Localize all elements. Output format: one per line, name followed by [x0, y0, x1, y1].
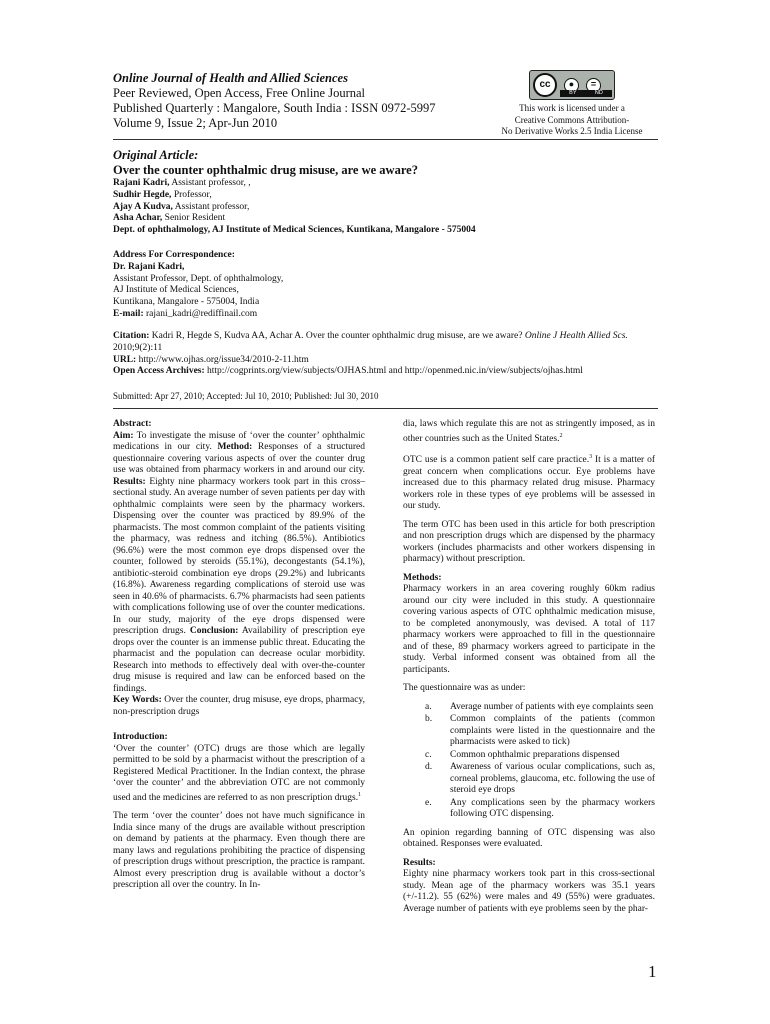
- cc-by-label: BY: [569, 89, 577, 96]
- list-item: c. Common ophthalmic preparations dispensed: [425, 749, 620, 760]
- results-heading: Results:: [403, 857, 436, 868]
- cc-nd-label: ND: [594, 89, 603, 96]
- correspondence-email: E-mail: rajani_kadri@rediffinail.com: [113, 308, 258, 319]
- abstract: Abstract: Aim: To investigate the misuse of ‘over the counter’ ophthalmic medications in our city. Method: Responses of a structured questionnaire covering various aspects of over the counter drug use was obtained from pharmacy workers in and around our city. Results: Eighty nine pharmacy workers took part in this cross–sectional study. An average number of seven patients per day with ophthalmic complaints were seen by the pharmacy workers. Dispensing over the counter was practiced by 89.9% of the pharmacists. The most common complaint of the patients visiting the pharmacy, was redness and itching (86.5%). Antibiotics (96.6%) were the most common eye drops dispensed over the counter, followed by steroids (55.1%), decongestants (54.1%), antibiotic-steroid combination eye drops (29.2%) and lubricants (16.8%). Awareness regarding complications of steroid use was seen in 40.6% of pharmacists. 6.7% pharmacists had seen patients with complications following use of over the counter medications. In our study, majority of the eye drops dispensed were prescription drugs. Conclusion: Availability of prescription eye drops over the counter is an immense public threat. Educating the pharmacist and the population can decrease ocular morbidity. Research into methods to effectively deal with over-the-counter drug misuse is required and law can be enforced based on the findings. Key Words: Over the counter, drug misuse, eye drops, pharmacy, non-prescription drugs: [113, 419, 365, 717]
- paragraph: The term OTC has been used in this article for both prescription and non prescription drugs which are dispensed by the pharmacy workers (includes pharmacists and other workers dispensing in pharmacy) without prescription.: [403, 519, 655, 565]
- license-line-3: No Derivative Works 2.5 India License: [501, 126, 643, 136]
- citation-url: URL: http://www.ojhas.org/issue34/2010-2-11.htm: [113, 354, 309, 365]
- license-block: [482, 70, 662, 138]
- correspondence-name: Dr. Rajani Kadri,: [113, 261, 185, 272]
- citation-divider: [113, 408, 658, 409]
- citation-archives: Open Access Archives: http://cogprints.org/view/subjects/OJHAS.html and http://openmed.nic.in/view/subjects/ojhas.html: [113, 366, 583, 377]
- list-item: a. Average number of patients with eye complaints seen: [425, 701, 654, 712]
- license-line-2: Creative Commons Attribution-: [514, 114, 630, 125]
- journal-publication-info: Published Quarterly : Mangalore, South India : ISSN 0972-5997: [113, 101, 436, 115]
- citation-block: [113, 331, 658, 378]
- list-item: e. Any complications seen by the pharmacy workers following OTC dispensing.: [425, 797, 655, 820]
- author-line: Asha Achar, Senior Resident: [113, 213, 226, 224]
- introduction-heading-row: [113, 732, 365, 744]
- journal-volume: Volume 9, Issue 2; Apr-Jun 2010: [113, 116, 278, 130]
- introduction-paragraph: The term ‘over the counter’ does not have much significance in India since many of the drugs are available without prescription on demand by patients at the pharmacy. Even though there are many laws and regulations prohibiting the practice of dispensing of prescription drugs without prescription, the practice is rampant. Almost every prescription drug is available without a doctor’s prescription all over the country. In In-: [113, 811, 365, 891]
- left-column: [113, 419, 365, 899]
- abstract-heading: Abstract:: [113, 419, 152, 429]
- email-link[interactable]: rajani_kadri@rediffinail.com: [143, 308, 258, 319]
- citation-text: Citation: Kadri R, Hegde S, Kudva AA, Achar A. Over the counter ophthalmic drug misuse, are we aware? Online J Health Allied Scs. 2010;9(2):11: [113, 331, 628, 353]
- header-divider: [113, 139, 658, 140]
- cc-license-badge-icon[interactable]: [529, 70, 615, 100]
- no-derivatives-equals-icon: =: [586, 78, 601, 93]
- archives-links[interactable]: http://cogprints.org/view/subjects/OJHAS.html and http://openmed.nic.in/view/subjects/ojhas.html: [204, 366, 583, 377]
- questionnaire-intro: The questionnaire was as under:: [403, 683, 526, 694]
- paragraph: An opinion regarding banning of OTC dispensing was also obtained. Responses were evaluated.: [403, 827, 655, 850]
- results-section: Results: Eighty nine pharmacy workers took part in this cross-sectional study. Mean age of the pharmacy workers was 35.1 years (+/-11.2). 55 (62%) were males and 49 (55%) were graduates. Average number of patients with eye problems seen by the phar-: [403, 857, 655, 914]
- article-url-link[interactable]: http://www.ojhas.org/issue34/2010-2-11.htm: [136, 354, 309, 365]
- author-line: Sudhir Hegde, Professor,: [113, 189, 212, 200]
- list-item: b. Common complaints of the patients (common complaints were listed in the questionnaire and the pharmacists were asked to tick): [425, 714, 655, 748]
- author-line: Rajani Kadri, Assistant professor, ,: [113, 178, 251, 188]
- paragraph: OTC use is a common patient self care practice.$^3$ It is a matter of great concern when complications occur. Eye problems have increased due to this pharmacy related drug misuse. Pharmacy workers role in these types of eye problems will be assessed in our study.: [403, 454, 655, 512]
- submission-dates: Submitted: Apr 27, 2010; Accepted: Jul 10, 2010; Published: Jul 30, 2010: [113, 391, 379, 401]
- attribution-person-icon: ●: [564, 78, 579, 93]
- list-item: d. Awareness of various ocular complications, such as, corneal problems, glaucoma, etc. following the use of steroid eye drops: [425, 762, 655, 796]
- page-number: 1: [648, 962, 657, 981]
- article-type-label: Original Article:: [113, 148, 199, 162]
- article-title: Over the counter ophthalmic drug misuse, are we aware?: [113, 163, 418, 177]
- correspondence-line: Assistant Professor, Dept. of ophthalmology,: [113, 273, 284, 284]
- cc-badge-strip: [560, 90, 612, 97]
- cc-logo-icon: cc: [533, 73, 557, 97]
- correspondence-line: Kuntikana, Mangalore - 575004, India: [113, 297, 260, 308]
- paragraph: dia, laws which regulate this are not as stringently imposed, as in other countries such as the United States.$^2$: [403, 419, 655, 444]
- author-department: Dept. of ophthalmology, AJ Institute of Medical Sciences, Kuntikana, Mangalore - 575004: [113, 225, 476, 236]
- author-line: Ajay A Kudva, Assistant professor,: [113, 201, 250, 212]
- methods-heading: Methods:: [403, 572, 442, 583]
- correspondence-line: AJ Institute of Medical Sciences,: [113, 285, 239, 296]
- introduction-heading: Introduction:: [113, 732, 168, 742]
- questionnaire-list: [403, 702, 655, 821]
- correspondence-block: [113, 250, 658, 321]
- journal-title: Online Journal of Health and Allied Sciences: [113, 71, 348, 85]
- right-column: [403, 419, 655, 922]
- methods-section: Methods: Pharmacy workers in an area covering roughly 60km radius around our city were included in this study. A questionnaire covering various aspects of OTC ophthalmic medication misuse, to be completed anonymously, was devised. A total of 117 pharmacy workers were approached to fill in the questionnaire and of these, 89 pharmacy workers agreed to participate in the study. Verbal informed consent was obtained from all the participants.: [403, 572, 655, 675]
- correspondence-heading: Address For Correspondence:: [113, 250, 235, 260]
- journal-tagline: Peer Reviewed, Open Access, Free Online Journal: [113, 86, 366, 100]
- introduction-paragraph: ‘Over the counter’ (OTC) drugs are those which are legally permitted to be sold by a pharmacist without the prescription of a Registered Medical Practitioner. In the Indian context, the phrase ‘over the counter’ and the abbreviation OTC are not commonly used and the medicines are referred to as non prescription drugs.$^1$: [113, 743, 365, 803]
- article-heading: [113, 148, 658, 237]
- license-line-1: This work is licensed under a: [519, 103, 625, 113]
